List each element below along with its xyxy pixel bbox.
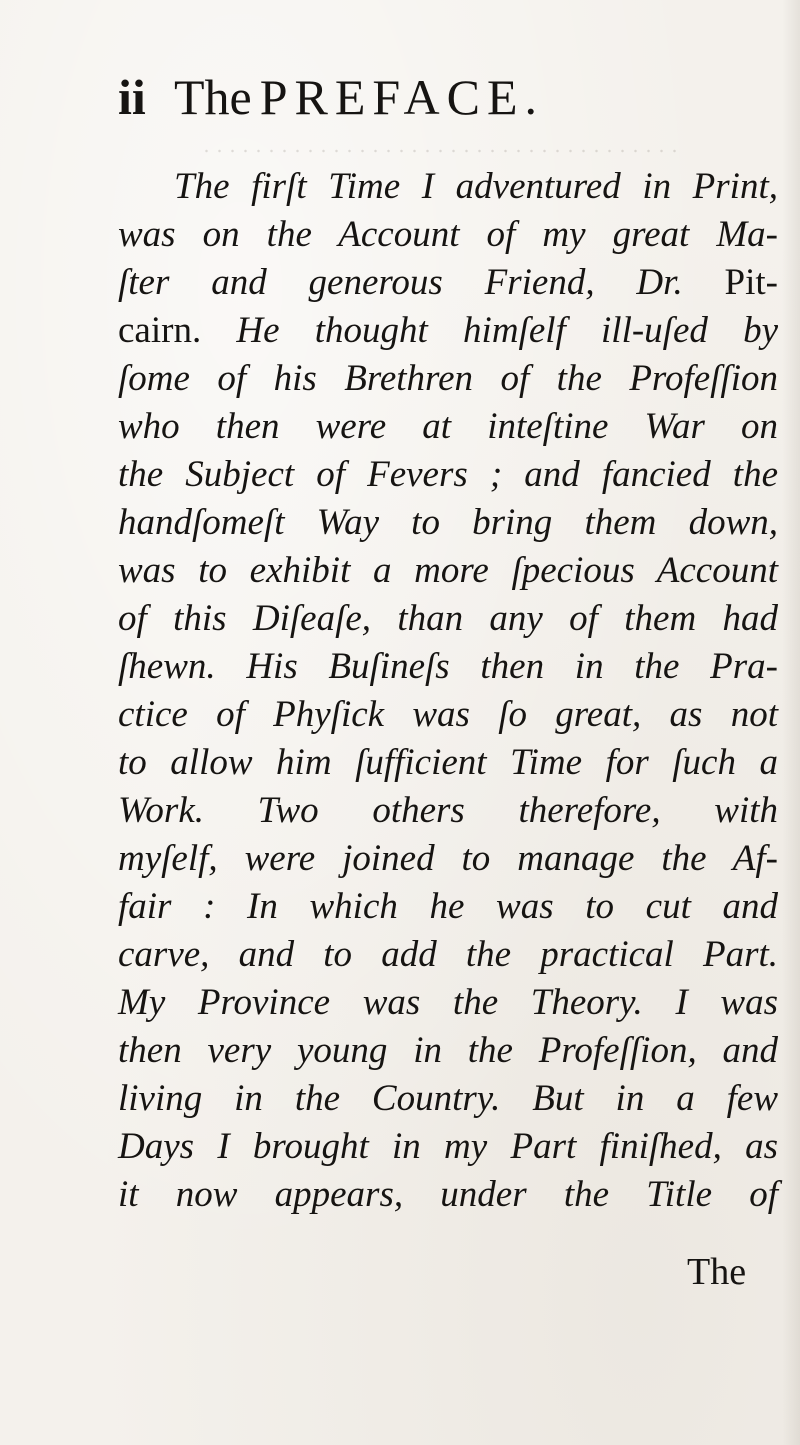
text-line-4-italic: He thought himſelf ill-uſed by	[236, 310, 779, 351]
text-line-9: was to exhibit a more ſpecious Account	[118, 550, 778, 591]
preface-body	[118, 163, 778, 1219]
text-line-3	[118, 259, 778, 307]
page-number: ii	[118, 69, 146, 125]
header-rule-ornament	[200, 145, 680, 157]
name-pitcairn-part1: Pit-	[724, 262, 779, 303]
page-edge-shadow	[782, 0, 800, 1445]
running-title-caps: PREFACE.	[259, 69, 545, 125]
text-line-8: handſomeſt Way to bring them down,	[118, 502, 778, 543]
text-line-17: carve, and to add the practical Part.	[118, 934, 778, 975]
running-title	[174, 66, 544, 128]
text-line-5: ſome of his Brethren of the Profeſſion	[118, 358, 778, 399]
text-line-3-italic: ſter and generous Friend, Dr.	[118, 262, 683, 303]
text-line-13: to allow him ſufficient Time for ſuch a	[118, 742, 778, 783]
text-line-21: Days I brought in my Part finiſhed, as	[118, 1126, 778, 1167]
text-line-16: fair : In which he was to cut and	[118, 886, 778, 927]
text-line-7: the Subject of Fevers ; and fancied the	[118, 454, 778, 495]
name-pitcairn-part2: cairn.	[118, 310, 202, 351]
text-line-2: was on the Account of my great Ma-	[118, 214, 778, 255]
text-line-15: myſelf, were joined to manage the Af-	[118, 838, 778, 879]
catchword: The	[687, 1251, 747, 1293]
text-line-22: it now appears, under the Title of	[118, 1174, 778, 1215]
text-line-20: living in the Country. But in a few	[118, 1078, 778, 1119]
running-header	[118, 66, 758, 128]
text-line-4	[118, 307, 778, 355]
text-line-11: ſhewn. His Buſineſs then in the Pra-	[118, 646, 778, 687]
text-line-10: of this Diſeaſe, than any of them had	[118, 598, 778, 639]
text-line-12: ctice of Phyſick was ſo great, as not	[118, 694, 778, 735]
text-line-1: The firſt Time I adventured in Print,	[174, 166, 778, 207]
text-line-14: Work. Two others therefore, with	[118, 790, 778, 831]
running-title-prefix: The	[174, 69, 252, 125]
text-line-6: who then were at inteſtine War on	[118, 406, 778, 447]
text-line-19: then very young in the Profeſſion, and	[118, 1030, 778, 1071]
text-line-18: My Province was the Theory. I was	[118, 982, 778, 1023]
